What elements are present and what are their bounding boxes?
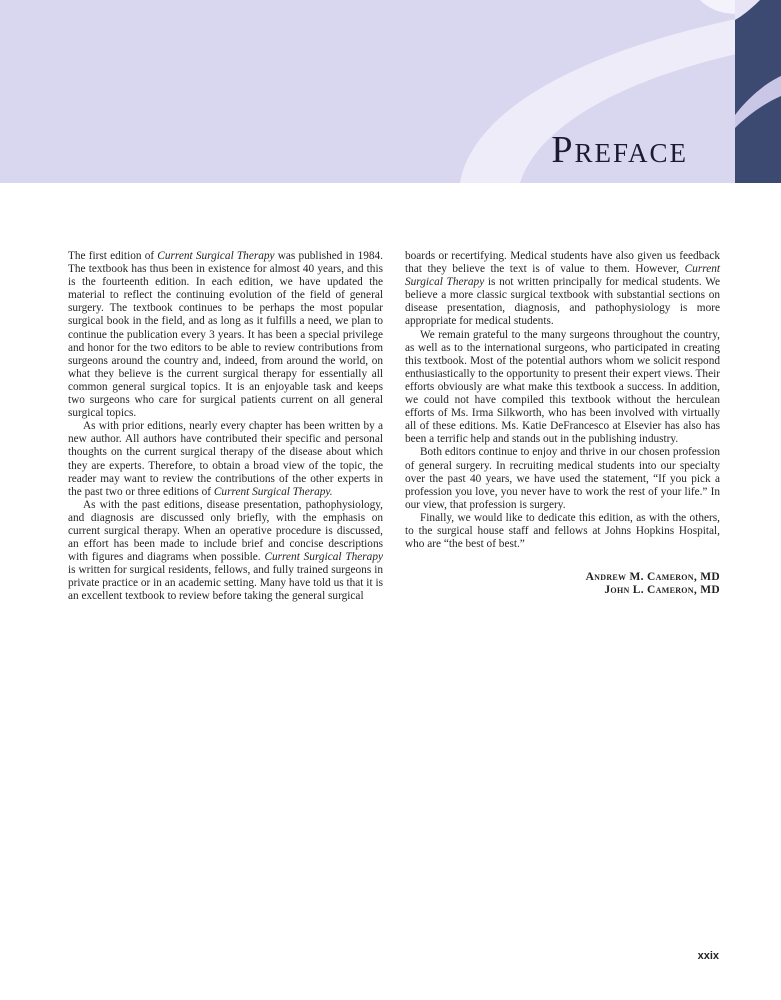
page-title: Preface bbox=[551, 129, 688, 171]
right-column bbox=[405, 250, 720, 597]
signature-name: Andrew M. Cameron, MD bbox=[585, 571, 720, 584]
page-number: xxix bbox=[697, 950, 719, 962]
header-band bbox=[0, 0, 781, 183]
paragraph: Finally, we would like to dedicate this edition, as with the others, to the surgical house staff and fellows at Johns Hopkins Hospital, who are “the best of best.” bbox=[405, 511, 720, 551]
paragraph: We remain grateful to the many surgeons throughout the country, as well as to the international surgeons, who participated in creating this textbook. Most of the potential authors whom we solicit respond enthusiastically to the opportunity to present their expert views. Their efforts obviously are what make this textbook a success. In addition, we could not have compiled this textbook without the herculean efforts of Ms. Irma Silkworth, who has been involved with virtually all of these editions. Ms. Katie DeFrancesco at Elsevier has also has been a terrific help and stands out in the publishing industry. bbox=[405, 328, 720, 446]
paragraph: The first edition of Current Surgical Therapy was published in 1984. The textbook has thus been in existence for almost 40 years, and this is the fourteenth edition. In each edition, we have updated the material to reflect the continuing evolution of the field of general surgery. The textbook continues to be perhaps the most popular surgical book in the field, and as long as it fulfills a need, we plan to continue the publication every 3 years. It has been a special privilege and honor for the two editors to be able to review contributions from surgeons around the country and, indeed, from around the world, on what they believe is the current surgical therapy for essentially all common general surgical topics. It is an enjoyable task and keeps two surgeons who care for surgical patients current on all general surgical topics. bbox=[68, 250, 383, 420]
paragraph: Both editors continue to enjoy and thrive in our chosen profession of general surgery. In recruiting medical students into our specialty over the past 40 years, we have used the statement, “If you pick a profession you love, you never have to work the rest of your life.” In our view, that profession is surgery. bbox=[405, 446, 720, 511]
paragraph: As with prior editions, nearly every chapter has been written by a new author. All authors have contributed their specific and personal thoughts on the current surgical therapy of the disease about which they are experts. Therefore, to obtain a broad view of the topic, the reader may want to review the contributions of the other experts in the past two or three editions of Current Surgical Therapy. bbox=[68, 420, 383, 498]
left-column bbox=[68, 250, 383, 604]
paragraph: As with the past editions, disease presentation, pathophysiology, and diagnosis are discussed only briefly, with the emphasis on current surgical therapy. When an operative procedure is discussed, an effort has been made to include brief and concise descriptions with figures and diagrams when possible. Current Surgical Therapy is written for surgical residents, fellows, and fully trained surgeons in private practice or in an academic setting. Many have told us that it is an excellent textbook to review before taking the general surgical bbox=[68, 498, 383, 603]
paragraph: boards or recertifying. Medical students have also given us feedback that they believe the text is of value to them. However, Current Surgical Therapy is not written principally for medical students. We believe a more classic surgical textbook with substantial sections on disease presentation, diagnosis, and pathophysiology is more appropriate for medical students. bbox=[405, 250, 720, 328]
signature-name: John L. Cameron, MD bbox=[604, 584, 720, 597]
signature-block bbox=[405, 571, 720, 597]
